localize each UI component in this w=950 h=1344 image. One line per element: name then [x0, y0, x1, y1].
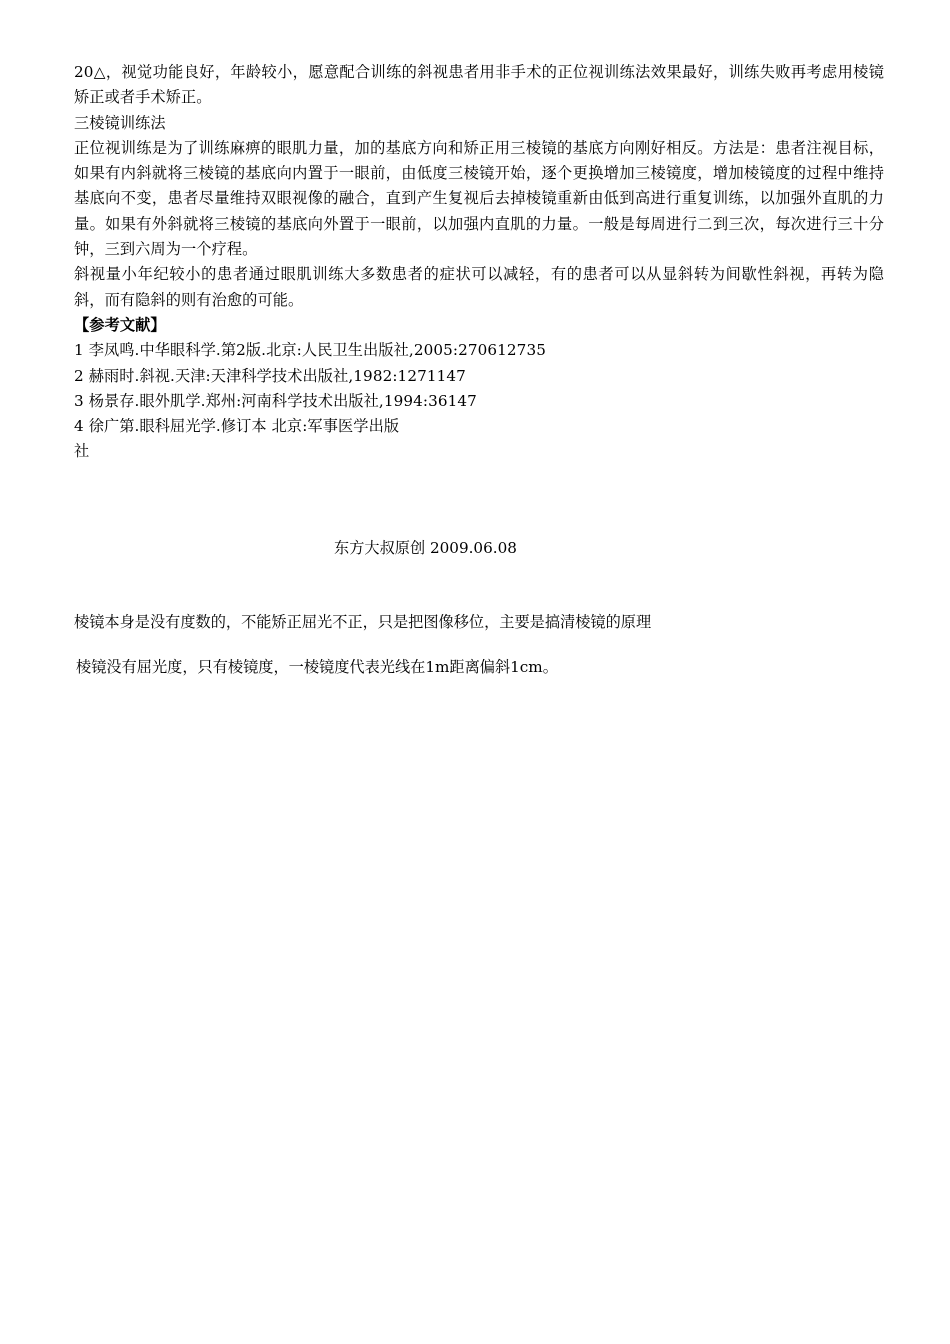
- reference-item: 2 赫雨时.斜视.天津:天津科学技术出版社,1982:1271147: [74, 366, 466, 385]
- paragraph-method: 正位视训练是为了训练麻痹的眼肌力量，加的基底方向和矫正用三棱镜的基底方向刚好相反。方法是：患者注视目标，如果有内斜就将三棱镜的基底向内置于一眼前，由低度三棱镜开始，逐个更换增加三棱镜度，增加棱镜度的过程中维持基底向不变，患者尽量维持双眼视像的融合，直到产生复视后去掉棱镜重新由低到高进行重复训练，以加强外直肌的力量。如果有外斜就将三棱镜的基底向外置于一眼前，以加强内直肌的力量。一般是每周进行二到三次，每次进行三十分钟，三到六周为一个疗程。: [74, 138, 884, 259]
- reference-item: 3 杨景存.眼外肌学.郑州:河南科学技术出版社,1994:36147: [74, 391, 477, 410]
- references-list: [74, 338, 884, 464]
- author-signature: 东方大叔原创 2009.06.08: [334, 539, 517, 557]
- reference-item-continuation: 社: [74, 442, 90, 461]
- note-prism-principle: 棱镜本身是没有度数的，不能矫正屈光不正，只是把图像移位，主要是搞清棱镜的原理: [74, 613, 652, 631]
- reference-item: 1 李凤鸣.中华眼科学.第2版.北京:人民卫生出版社,2005:270612735: [74, 341, 546, 360]
- references-heading: 【参考文献】: [74, 315, 166, 334]
- note-prism-diopter: 棱镜没有屈光度，只有棱镜度，一棱镜度代表光线在1m距离偏斜1cm。: [76, 658, 558, 676]
- article-body: [74, 60, 884, 465]
- paragraph-intro: 20△，视觉功能良好，年龄较小，愿意配合训练的斜视患者用非手术的正位视训练法效果最好，训练失败再考虑用棱镜矫正或者手术矫正。: [74, 63, 884, 107]
- reference-item: 4 徐广第.眼科屈光学.修订本 北京:军事医学出版: [74, 417, 400, 436]
- section-title: 三棱镜训练法: [74, 113, 166, 132]
- paragraph-outcome: 斜视量小年纪较小的患者通过眼肌训练大多数患者的症状可以减轻，有的患者可以从显斜转为间歇性斜视，再转为隐斜，而有隐斜的则有治愈的可能。: [74, 265, 884, 309]
